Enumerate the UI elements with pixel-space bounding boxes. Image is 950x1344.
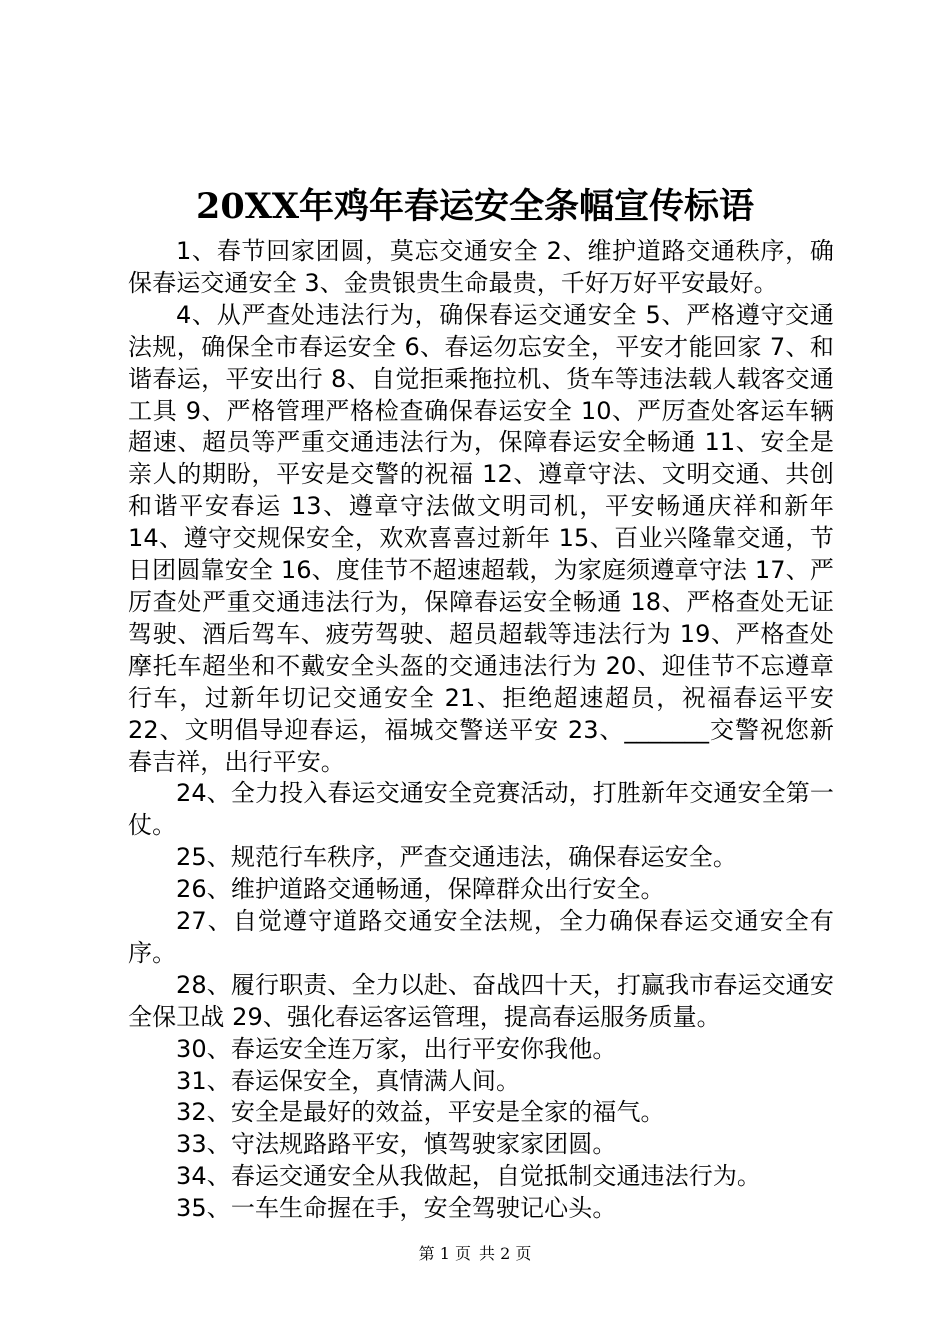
paragraph: 24、全力投入春运交通安全竞赛活动，打胜新年交通安全第一仗。 bbox=[128, 779, 834, 840]
paragraph: 1、春节回家团圆，莫忘交通安全 2、维护道路交通秩序，确保春运交通安全 3、金贵银贵生命最贵，千好万好平安最好。 bbox=[128, 237, 834, 297]
document-body bbox=[128, 236, 834, 1225]
page-footer bbox=[0, 1243, 950, 1265]
paragraph: 35、一车生命握在手，安全驾驶记心头。 bbox=[176, 1194, 617, 1223]
paragraph: 25、规范行车秩序，严查交通违法，确保春运安全。 bbox=[176, 843, 737, 872]
page-number-current: 第 1 页 bbox=[418, 1244, 471, 1263]
paragraph: 30、春运安全连万家，出行平安你我他。 bbox=[176, 1034, 617, 1063]
document-title: 20XX年鸡年春运安全条幅宣传标语 bbox=[195, 186, 755, 227]
paragraph: 32、安全是最好的效益，平安是全家的福气。 bbox=[176, 1098, 665, 1127]
paragraph: 27、自觉遵守道路交通安全法规，全力确保春运交通安全有序。 bbox=[128, 907, 834, 967]
page-number-total: 共 2 页 bbox=[479, 1244, 532, 1263]
paragraph: 34、春运交通安全从我做起，自觉抵制交通违法行为。 bbox=[176, 1162, 762, 1191]
paragraph: 31、春运保安全，真情满人间。 bbox=[176, 1066, 521, 1095]
paragraph: 4、从严查处违法行为，确保春运交通安全 5、严格遵守交通法规，确保全市春运安全 6、春运勿忘安全，平安才能回家 7、和谐春运，平安出行 8、自觉拒乘拖拉机、货车等违法载人载客交通工具 9、严格管理严格检查确保春运安全 10、严厉查处客运车辆超速、超员等严重交通违法行为，保障春运安全畅通 11、安全是亲人的期盼，平安是交警的祝福 12、遵章守法、文明交通、共创和谐平安春运 13、遵章守法做文明司机，平安畅通庆祥和新年 14、遵守交规保安全，欢欢喜喜过新年 15、百业兴隆靠交通，节日团圆靠安全 16、度佳节不超速超载，为家庭须遵章守法 17、严厉查处严重交通违法行为，保障春运安全畅通 18、严格查处无证驾驶、酒后驾车、疲劳驾驶、超员超载等违法行为 19、严格查处摩托车超坐和不戴安全头盔的交通违法行为 20、迎佳节不忘遵章行车，过新年切记交通安全 21、拒绝超速超员，祝福春运平安 22、文明倡导迎春运，福城交警送平安 23、_______交警祝您新春吉祥，出行平安。 bbox=[128, 300, 834, 776]
paragraph: 26、维护道路交通畅通，保障群众出行安全。 bbox=[176, 875, 665, 904]
paragraph: 33、守法规路路平安，慎驾驶家家团圆。 bbox=[176, 1130, 617, 1159]
paragraph: 28、履行职责、全力以赴、奋战四十天，打赢我市春运交通安全保卫战 29、强化春运客运管理，提高春运服务质量。 bbox=[128, 970, 834, 1031]
